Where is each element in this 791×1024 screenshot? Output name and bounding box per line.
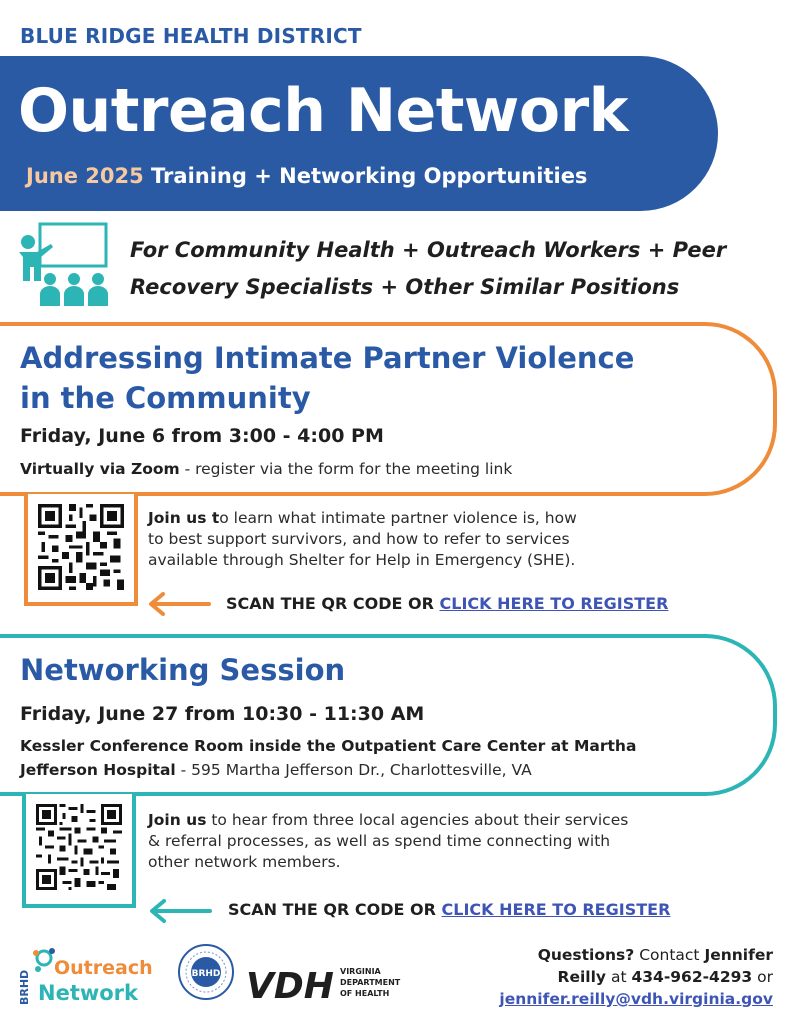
audience-text	[130, 232, 726, 306]
event-networking-cta	[228, 900, 670, 919]
event-networking-desc-line-2: & referral processes, as well as spend time connecting with	[148, 832, 611, 850]
event-ipv-desc-line-1-rest: o learn what intimate partner violence is, how	[219, 509, 577, 527]
event-networking-location-line-1	[20, 734, 636, 758]
left-arrow-icon	[147, 592, 211, 616]
event-ipv-description	[148, 508, 577, 571]
event-networking-qr-frame	[22, 794, 136, 908]
event-networking-desc-line-1	[148, 810, 628, 831]
banner-subtitle-text: Training + Networking Opportunities	[143, 164, 588, 188]
audience-line-1: For Community Health + Outreach Workers + Peer	[130, 238, 727, 262]
event-ipv-title	[20, 338, 634, 418]
banner-subtitle	[26, 164, 587, 188]
audience-line-2: Recovery Specialists + Other Similar Positions	[130, 275, 680, 299]
left-arrow-icon	[148, 899, 212, 923]
event-ipv-date: Friday, June 6 from 3:00 - 4:00 PM	[20, 425, 384, 447]
contact-label: Contact	[634, 946, 705, 964]
logo-brhd-side: BRHD	[18, 969, 31, 1005]
logo-brhd-bottom: Network	[38, 981, 139, 1005]
contact-last-name: Reilly	[557, 968, 607, 986]
event-ipv-cta	[226, 594, 668, 613]
event-ipv-qr-frame	[24, 494, 138, 606]
vdh-line-1: VIRGINIA	[340, 967, 381, 976]
event-networking-title: Networking Session	[20, 653, 346, 687]
logo-brhd-top: Outreach	[54, 957, 153, 979]
seal-text: BRHD	[191, 969, 221, 979]
contact-at: at	[606, 968, 632, 986]
event-ipv-location-rest: - register via the form for the meeting link	[179, 460, 513, 478]
qr-code-icon[interactable]	[38, 504, 124, 590]
event-ipv-desc-bold: Join us t	[148, 509, 220, 527]
event-ipv-desc-line-1	[148, 508, 577, 529]
contact-info	[499, 944, 773, 1010]
contact-first-name: Jennifer	[704, 946, 773, 964]
event-ipv-title-line-1: Addressing Intimate Partner Violence	[20, 341, 635, 375]
event-networking-location-line-2	[20, 758, 636, 782]
banner-month: June 2025	[26, 164, 144, 188]
vdh-line-2: DEPARTMENT	[340, 978, 401, 987]
event-networking-desc-bold: Join us	[148, 811, 207, 829]
event-networking-desc-line-1-rest: to hear from three local agencies about their services	[206, 811, 629, 829]
presentation-icon	[16, 222, 116, 308]
event-networking-description	[148, 810, 628, 873]
event-ipv-title-line-2: in the Community	[20, 381, 311, 415]
vdh-line-3: OF HEALTH	[340, 989, 390, 998]
event-networking-cta-text: SCAN THE QR CODE OR	[228, 900, 442, 919]
vdh-logo	[246, 960, 402, 1004]
contact-line-2	[499, 966, 773, 988]
contact-email-link[interactable]: jennifer.reilly@vdh.virginia.gov	[499, 990, 773, 1008]
contact-line-1	[499, 944, 773, 966]
event-ipv-location	[20, 457, 512, 481]
event-ipv-desc-line-3: available through Shelter for Help in Emergency (SHE).	[148, 551, 576, 569]
contact-or: or	[752, 968, 773, 986]
qr-code-icon[interactable]	[36, 804, 122, 890]
org-name: BLUE RIDGE HEALTH DISTRICT	[20, 24, 362, 48]
event-networking-date: Friday, June 27 from 10:30 - 11:30 AM	[20, 703, 425, 725]
header-banner	[0, 56, 718, 211]
vdh-mark: VDH	[246, 966, 334, 1004]
brhd-seal-logo	[178, 944, 234, 1000]
event-networking-register-link[interactable]: CLICK HERE TO REGISTER	[441, 900, 671, 919]
contact-question: Questions?	[537, 946, 635, 964]
event-ipv-cta-text: SCAN THE QR CODE OR	[226, 594, 440, 613]
contact-line-3	[499, 988, 773, 1010]
page-title: Outreach Network	[18, 76, 629, 146]
event-ipv-register-link[interactable]: CLICK HERE TO REGISTER	[439, 594, 669, 613]
event-networking-desc-line-3: other network members.	[148, 853, 341, 871]
event-ipv-desc-line-2: to best support survivors, and how to refer to services	[148, 530, 570, 548]
contact-phone: 434-962-4293	[631, 968, 753, 986]
event-networking-location-rest: - 595 Martha Jefferson Dr., Charlottesville, VA	[175, 761, 532, 779]
event-networking-location-bold-1: Kessler Conference Room inside the Outpatient Care Center at Martha	[20, 737, 637, 755]
event-networking-location-bold-2: Jefferson Hospital	[20, 761, 176, 779]
event-networking-location	[20, 734, 636, 782]
brhd-outreach-network-logo	[16, 945, 158, 1007]
event-ipv-location-bold: Virtually via Zoom	[20, 460, 180, 478]
